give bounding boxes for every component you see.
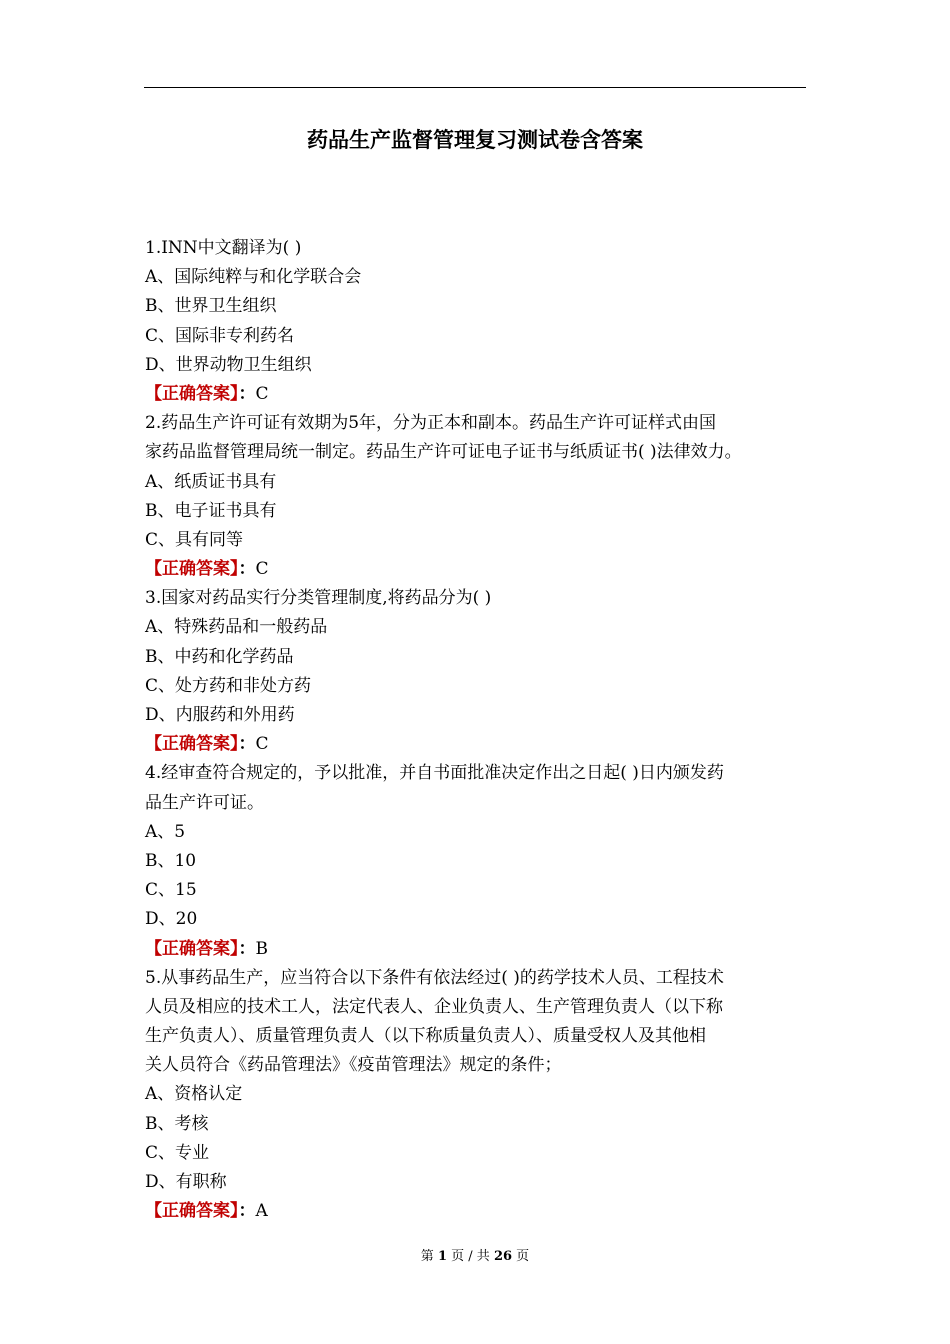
question-text: 2.药品生产许可证有效期为5年，分为正本和副本。药品生产许可证样式由国: [145, 413, 717, 434]
question-text: 家药品监督管理局统一制定。药品生产许可证电子证书与纸质证书( )法律效力。: [145, 442, 742, 463]
correct-answer-line: [145, 935, 825, 964]
correct-answer-separator: ：: [238, 383, 256, 404]
document-title: 药品生产监督管理复习测试卷含答案: [307, 127, 643, 152]
question-text: 生产负责人）、质量管理负责人（以下称质量负责人）、质量受权人及其他相: [145, 1026, 706, 1047]
question-text: 3.国家对药品实行分类管理制度,将药品分为( ): [145, 588, 492, 609]
answer-option: B、世界卫生组织: [145, 296, 277, 317]
question-text: 1.INN中文翻译为( ): [145, 238, 302, 258]
answer-option: A、国际纯粹与和化学联合会: [145, 267, 362, 288]
question-block: [145, 409, 825, 584]
question-block: [145, 234, 825, 409]
correct-answer-label: 【正确答案】: [145, 383, 239, 404]
correct-answer-label: 【正确答案】: [145, 559, 239, 580]
answer-option: C、国际非专利药名: [145, 325, 295, 346]
answer-option: C、具有同等: [145, 529, 244, 550]
answer-option: C、处方药和非处方药: [145, 675, 312, 696]
correct-answer-separator: ：: [238, 1201, 256, 1222]
correct-answer-separator: ：: [238, 559, 256, 580]
answer-option: B、10: [145, 850, 197, 871]
correct-answer-line: [145, 555, 825, 584]
footer-total-pages: 26: [493, 1249, 513, 1264]
answer-option: A、5: [145, 821, 186, 842]
question-text: 5.从事药品生产，应当符合以下条件有依法经过( )的药学技术人员、工程技术: [145, 967, 724, 988]
correct-answer-value: C: [255, 383, 269, 404]
answer-option: D、内服药和外用药: [145, 705, 295, 725]
correct-answer-line: [145, 730, 825, 759]
answer-option: B、中药和化学药品: [145, 646, 294, 667]
question-block: [145, 964, 825, 1227]
correct-answer-value: A: [255, 1201, 268, 1222]
answer-option: A、特殊药品和一般药品: [145, 617, 328, 638]
question-text: 品生产许可证。: [145, 792, 264, 813]
correct-answer-line: [145, 1197, 825, 1226]
correct-answer-label: 【正确答案】: [145, 938, 239, 959]
answer-option: A、资格认定: [145, 1084, 243, 1105]
correct-answer-value: B: [255, 938, 268, 959]
correct-answer-value: C: [255, 559, 269, 580]
correct-answer-label: 【正确答案】: [145, 1201, 239, 1222]
correct-answer-separator: ：: [238, 938, 256, 959]
footer-prefix: 第: [420, 1249, 434, 1264]
answer-option: B、考核: [145, 1113, 209, 1134]
answer-option: A、纸质证书具有: [145, 471, 277, 492]
footer-middle: 页 / 共: [451, 1249, 490, 1264]
page-footer: [0, 1245, 950, 1264]
correct-answer-separator: ：: [238, 734, 256, 755]
question-text: 人员及相应的技术工人，法定代表人、企业负责人、生产管理负责人（以下称: [145, 996, 723, 1017]
footer-page-number: 1: [437, 1249, 447, 1264]
correct-answer-label: 【正确答案】: [145, 734, 239, 755]
question-text: 关人员符合《药品管理法》《疫苗管理法》规定的条件；: [145, 1055, 562, 1076]
correct-answer-value: C: [255, 734, 269, 755]
answer-option: D、有职称: [145, 1172, 227, 1192]
answer-option: D、世界动物卫生组织: [145, 354, 312, 375]
answer-option: C、15: [145, 880, 197, 901]
footer-suffix: 页: [516, 1249, 530, 1264]
answer-option: C、专业: [145, 1142, 210, 1163]
answer-option: B、电子证书具有: [145, 500, 277, 521]
question-text: 4.经审查符合规定的，予以批准，并自书面批准决定作出之日起( )日内颁发药: [145, 763, 724, 784]
question-block: [145, 584, 825, 759]
header-rule: [144, 87, 806, 88]
question-block: [145, 759, 825, 963]
answer-option: D、20: [145, 909, 198, 930]
question-list: [145, 234, 825, 1226]
correct-answer-line: [145, 380, 825, 409]
